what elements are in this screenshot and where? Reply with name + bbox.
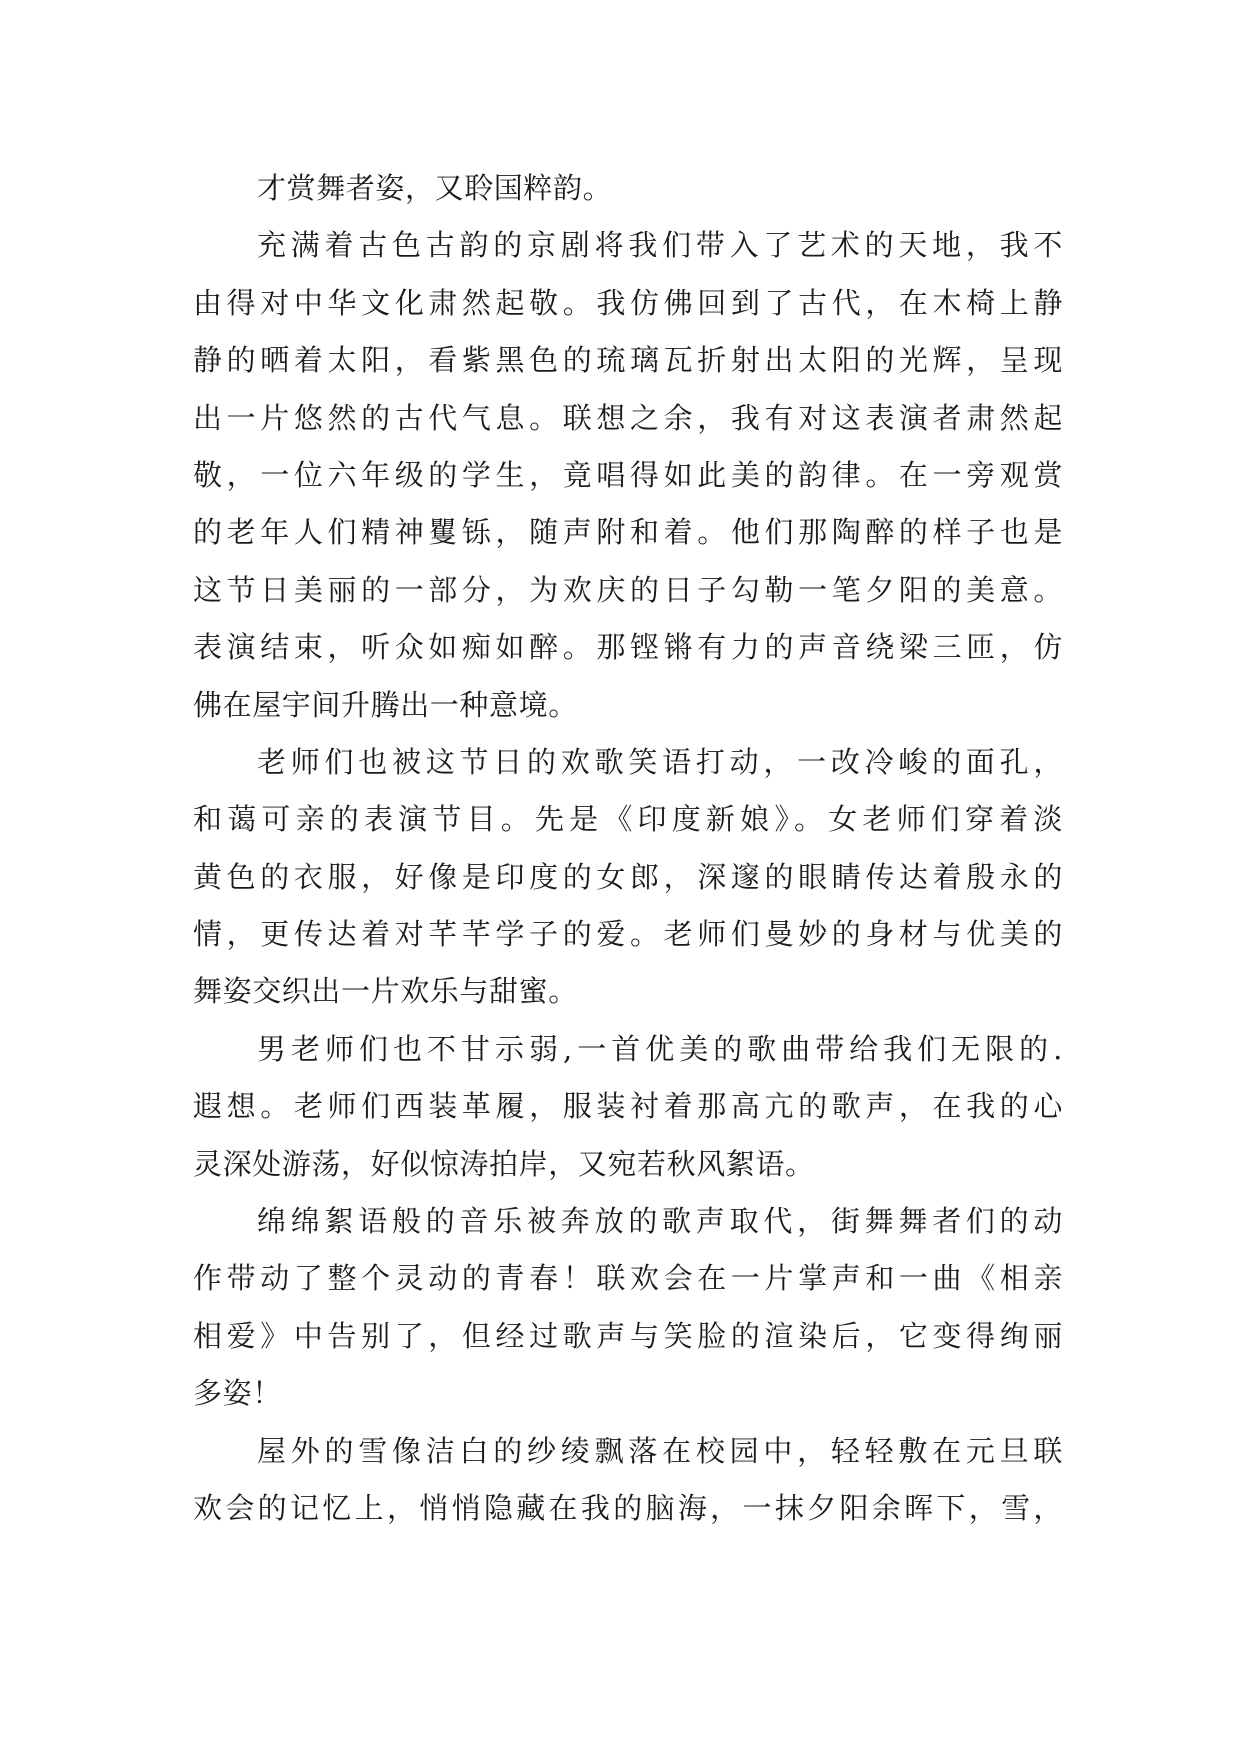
text-line: 情，更传达着对芊芊学子的爱。老师们曼妙的身材与优美的 xyxy=(193,917,1063,952)
text-line: 敬，一位六年级的学生，竟唱得如此美的韵律。在一旁观赏 xyxy=(193,457,1063,492)
text-line: 由得对中华文化肃然起敬。我仿佛回到了古代，在木椅上静 xyxy=(193,285,1063,320)
text-line: 佛在屋宇间升腾出一种意境。 xyxy=(193,687,578,722)
text-line: 表演结束，听众如痴如醉。那铿锵有力的声音绕梁三匝，仿 xyxy=(193,630,1063,665)
text-line: 老师们也被这节日的欢歌笑语打动，一改冷峻的面孔， xyxy=(257,744,1063,779)
text-line: 舞姿交织出一片欢乐与甜蜜。 xyxy=(193,974,578,1009)
text-line: 黄色的衣服，好像是印度的女郎，深邃的眼睛传达着殷永的 xyxy=(193,859,1063,894)
text-line: 多姿！ xyxy=(193,1376,282,1411)
text-line: 屋外的雪像洁白的纱绫飘落在校园中，轻轻敷在元旦联 xyxy=(257,1433,1063,1468)
text-line: 才赏舞者姿，又聆国粹韵。 xyxy=(257,171,613,205)
text-line: 欢会的记忆上，悄悄隐藏在我的脑海，一抹夕阳余晖下，雪， xyxy=(193,1490,1063,1525)
text-line: 作带动了整个灵动的青春！联欢会在一片掌声和一曲《相亲 xyxy=(193,1261,1063,1296)
text-line: 绵绵絮语般的音乐被奔放的歌声取代，街舞舞者们的动 xyxy=(257,1204,1063,1239)
text-line: 和蔼可亲的表演节目。先是《印度新娘》。女老师们穿着淡 xyxy=(193,802,1063,837)
text-line: 出一片悠然的古代气息。联想之余，我有对这表演者肃然起 xyxy=(193,400,1063,435)
text-line: 这节日美丽的一部分，为欢庆的日子勾勒一笔夕阳的美意。 xyxy=(193,572,1063,607)
text-line: 充满着古色古韵的京剧将我们带入了艺术的天地，我不 xyxy=(257,228,1063,263)
text-line: 静的晒着太阳，看紫黑色的琉璃瓦折射出太阳的光辉，呈现 xyxy=(193,343,1063,378)
text-line: 的老年人们精神矍铄，随声附和着。他们那陶醉的样子也是 xyxy=(193,515,1063,550)
text-line: 灵深处游荡，好似惊涛拍岸，又宛若秋风絮语。 xyxy=(193,1146,815,1181)
body-text xyxy=(193,160,1063,1537)
text-line: 遐想。老师们西装革履，服装衬着那高亢的歌声，在我的心 xyxy=(193,1089,1063,1124)
text-line: 相爱》中告别了，但经过歌声与笑脸的渲染后，它变得绚丽 xyxy=(193,1318,1063,1353)
text-line: 男老师们也不甘示弱,一首优美的歌曲带给我们无限的. xyxy=(257,1031,1063,1066)
